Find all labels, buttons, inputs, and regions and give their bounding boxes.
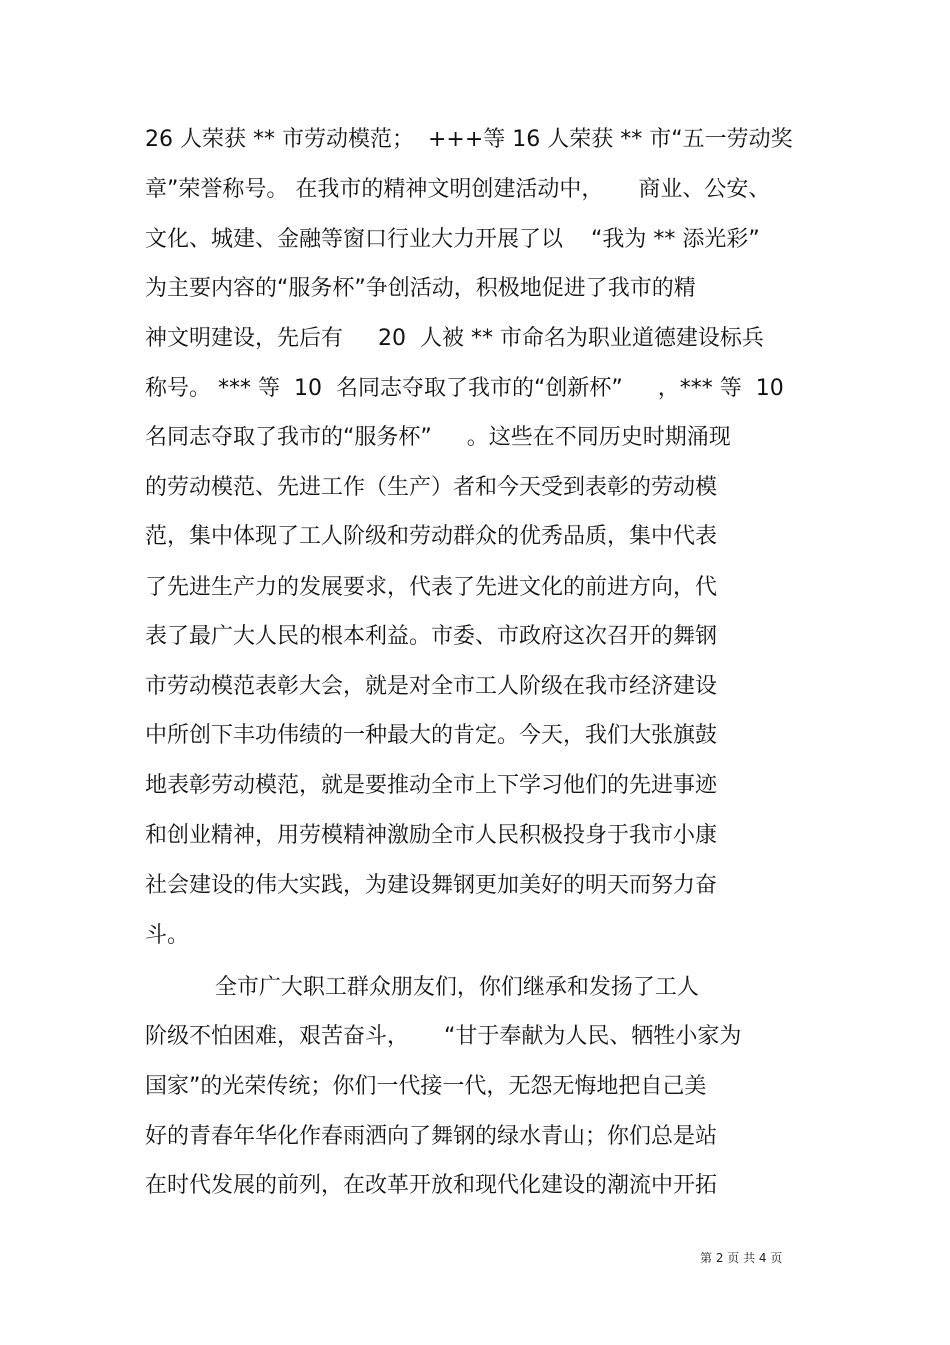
page-number-footer: 第 2 页 共 4 页 — [700, 1251, 783, 1265]
text-line: 了先进生产力的发展要求，代表了先进文化的前进方向，代 — [145, 575, 718, 600]
text-line: 范，集中体现了工人阶级和劳动群众的优秀品质，集中代表 — [145, 524, 718, 549]
text-line: 表了最广大人民的根本利益。市委、市政府这次召开的舞钢 — [145, 624, 718, 649]
text-line: 为主要内容的“服务杯”争创活动，积极地促进了我市的精 — [145, 276, 696, 301]
text-line: 26 人荣获 ** 市劳动模范； +++等 16 人荣获 ** 市“五一劳动奖 — [145, 127, 793, 152]
text-line: 阶级不怕困难，艰苦奋斗， “甘于奉献为人民、牺牲小家为 — [145, 1024, 742, 1049]
text-line: 国家”的光荣传统；你们一代接一代，无怨无悔地把自己美 — [145, 1074, 707, 1099]
text-line: 名同志夺取了我市的“服务杯” 。这些在不同历史时期涌现 — [145, 425, 731, 450]
text-line: 斗。 — [145, 923, 190, 948]
text-line: 社会建设的伟大实践，为建设舞钢更加美好的明天而努力奋 — [145, 873, 718, 898]
text-line: 中所创下丰功伟绩的一种最大的肯定。今天，我们大张旗鼓 — [145, 723, 718, 748]
text-line: 市劳动模范表彰大会，就是对全市工人阶级在我市经济建设 — [145, 674, 718, 699]
text-line: 和创业精神，用劳模精神激励全市人民积极投身于我市小康 — [145, 823, 718, 848]
text-line: 全市广大职工群众朋友们，你们继承和发扬了工人 — [145, 975, 699, 1000]
text-line: 好的青春年华化作春雨洒向了舞钢的绿水青山；你们总是站 — [145, 1124, 718, 1149]
text-line: 文化、城建、金融等窗口行业大力开展了以 “我为 ** 添光彩” — [145, 227, 760, 252]
text-line: 地表彰劳动模范，就是要推动全市上下学习他们的先进事迹 — [145, 773, 718, 798]
text-line: 章”荣誉称号。 在我市的精神文明创建活动中， 商业、公安、 — [145, 177, 771, 202]
text-line: 的劳动模范、先进工作（生产）者和今天受到表彰的劳动模 — [145, 475, 718, 500]
text-line: 称号。 *** 等 10 名同志夺取了我市的“创新杯” ，*** 等 10 — [145, 376, 784, 401]
text-line: 在时代发展的前列，在改革开放和现代化建设的潮流中开拓 — [145, 1173, 718, 1198]
text-line: 神文明建设，先后有 20 人被 ** 市命名为职业道德建设标兵 — [145, 326, 764, 351]
